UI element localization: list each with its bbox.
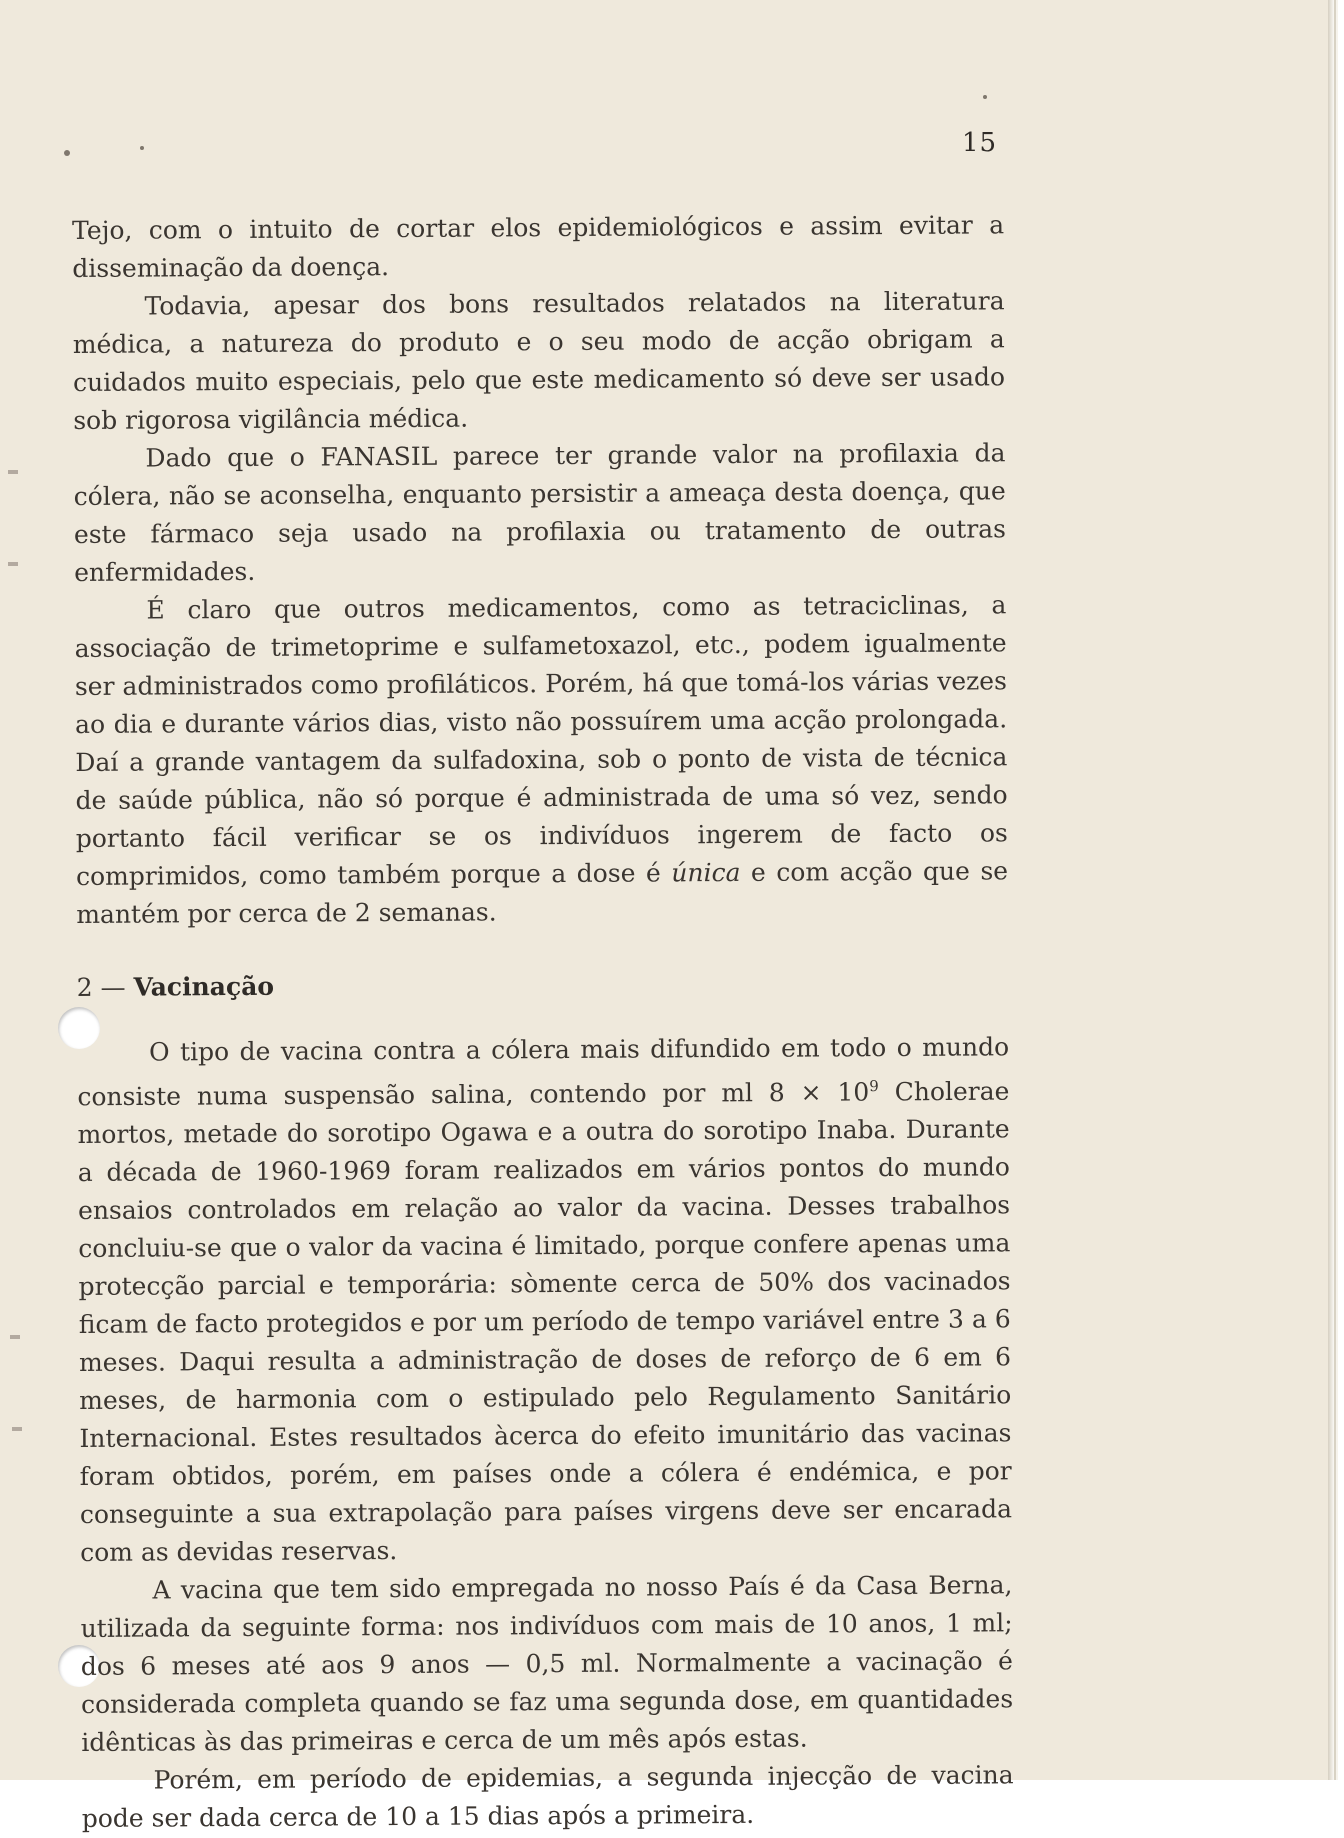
- paragraph-sulfadoxina: [74, 586, 1008, 934]
- paragraph-todavia: [72, 282, 1005, 440]
- paragraph-vacina-tipo: [77, 1028, 1012, 1572]
- section-heading: [77, 962, 1009, 1008]
- margin-mark: [8, 562, 18, 566]
- page-body: [72, 206, 1014, 1838]
- paragraph-continuation: [72, 206, 1004, 288]
- paragraph-text: Cholerae mortos, metade do sorotipo Ogawa e a outra do sorotipo Inaba. Durante a década de 1960-1969 foram realizados em vários pontos do mundo ensaios controlados em relação ao valor da vacina. Desses trabalhos concluiu-se que o valor da vacina é limitado, porque confere apenas uma protecção parcial e temporária: sòmente cerca de 50% dos vacinados ficam de facto protegidos e por um período de tempo variável entre 3 a 6 meses. Daqui resulta a administração de doses de reforço de 6 em 6 meses, de harmonia com o estipulado pelo Regulamento Sanitário Internacional. Estes resultados àcerca do efeito imunitário das vacinas foram obtidos, porém, em países onde a cólera é endémica, e por conseguinte a sua extrapolação para países virgens deve ser encarada com as devidas reservas.: [77, 1076, 1013, 1568]
- paragraph-text: A vacina que tem sido empregada no nosso País é da Casa Berna, utilizada da seguinte forma: nos indivíduos com mais de 10 anos, 1 ml; dos 6 meses até aos 9 anos — 0,5 ml. Normalmente a vacinação é considerada completa quando se faz uma segunda dose, em quantidades idênticas às das primeiras e cerca de um mês após estas.: [80, 1570, 1014, 1758]
- section-number: 2 —: [76, 972, 126, 1002]
- exponent: 9: [869, 1077, 879, 1096]
- margin-mark: [8, 470, 18, 474]
- paragraph-text: É claro que outros medicamentos, como as tetraciclinas, a associação de trimetoprime e sulfametoxazol, etc., podem igualmente ser administrados como profiláticos. Porém, há que tomá-los várias vezes ao dia e durante vários dias, visto não possuírem uma acção prolongada. Daí a grande vantagem da sulfadoxina, sob o ponto de vista de técnica de saúde pública, não só porque é administrada de uma só vez, sendo portanto fácil verificar se os indivíduos ingerem de facto os comprimidos, como também porque a dose é: [74, 590, 1008, 891]
- ink-speck: [983, 95, 987, 99]
- paragraph-text: Porém, em período de epidemias, a segunda injecção de vacina pode ser dada cerca de 10 a 15 dias após a primeira.: [81, 1760, 1014, 1834]
- section-title: Vacinação: [133, 971, 275, 1002]
- paragraph-epidemias: [81, 1757, 1013, 1838]
- margin-mark: [10, 1335, 20, 1339]
- paragraph-text: Tejo, com o intuito de cortar elos epidemiológicos e assim evitar a disseminação da doença.: [72, 210, 1005, 283]
- page-edge-shadow: [1328, 0, 1334, 1780]
- margin-mark: [12, 1427, 22, 1431]
- paragraph-text: Dado que o FANASIL parece ter grande valor na profilaxia da cólera, não se aconselha, enquanto persistir a ameaça desta doença, que este fármaco seja usado na profilaxia ou tratamento de outras enfermidades.: [73, 438, 1007, 587]
- ink-speck: [140, 146, 144, 150]
- paragraph-text: e com acção que se mantém por cerca de 2 semanas.: [76, 856, 1009, 929]
- paragraph-fanasil: [73, 434, 1006, 592]
- italic-emphasis: única: [671, 857, 741, 888]
- ink-speck: [64, 150, 70, 156]
- paragraph-text: O tipo de vacina contra a cólera mais difundido em todo o mundo consiste numa suspensão salina, contendo por ml 8 × 10: [77, 1032, 1010, 1112]
- paragraph-casa-berna: [80, 1567, 1013, 1763]
- page-number: 15: [962, 128, 998, 158]
- paragraph-text: Todavia, apesar dos bons resultados relatados na literatura médica, a natureza do produto e o seu modo de acção obrigam a cuidados muito especiais, pelo que este medicamento só deve ser usado sob rigorosa vigilância médica.: [72, 286, 1006, 435]
